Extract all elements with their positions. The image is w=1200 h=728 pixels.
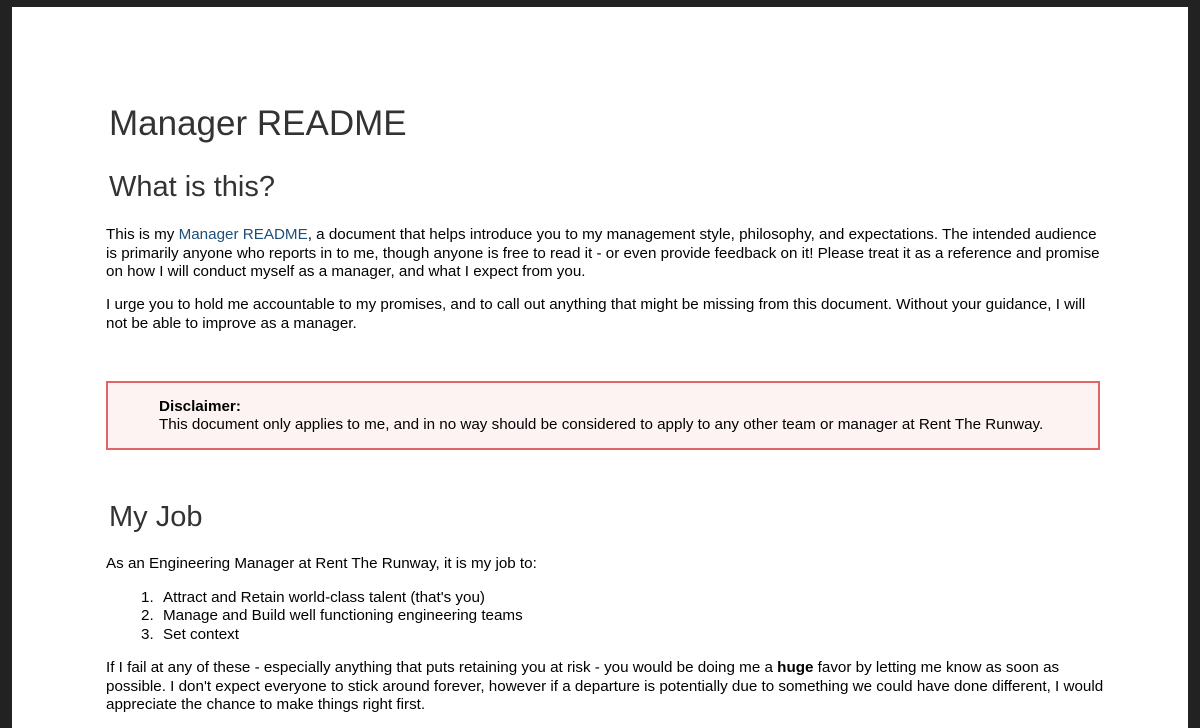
list-item-text: Attract and Retain world-class talent (that's you) <box>163 589 485 606</box>
list-item-number: 2. <box>141 607 154 625</box>
list-item-number: 1. <box>141 589 154 606</box>
accountability-paragraph: I urge you to hold me accountable to my promises, and to call out anything that might be missing from this document. Without your guidance, I will not be able to improve as a manager. <box>106 296 1086 332</box>
heading-my-job: My Job <box>109 501 203 533</box>
document-page <box>12 7 1188 728</box>
intro-text-start: This is my <box>106 226 179 243</box>
emphasis-huge: huge <box>777 659 814 676</box>
list-item-number: 3. <box>141 625 154 643</box>
list-item-text: Manage and Build well functioning engineering teams <box>163 607 523 625</box>
disclaimer-body: This document only applies to me, and in no way should be considered to apply to any other team or manager at Rent The Runway. <box>159 416 1044 433</box>
disclaimer-title: Disclaimer: <box>159 398 241 415</box>
intro-paragraph <box>106 226 1104 282</box>
closing-paragraph <box>106 659 1104 715</box>
closing-text-rest: favor by letting me know as soon as possible. I don't expect everyone to stick around forever, however if a departure is potentially due to something we could have done different, I would appreciate the chance to make things right first. <box>106 659 1104 713</box>
list-item <box>106 607 523 625</box>
list-item <box>106 626 523 644</box>
manager-readme-link[interactable]: Manager README <box>178 226 308 243</box>
intro-text-rest: , a document that helps introduce you to my management style, philosophy, and expectations. The intended audience is primarily anyone who reports in to me, though anyone is free to read it - or even provide feedback on it! Please treat it as a reference and promise on how I will conduct myself as a manager, and what I expect from you. <box>106 226 1100 280</box>
list-item <box>106 589 523 607</box>
disclaimer-box <box>106 381 1100 450</box>
heading-what-is-this: What is this? <box>109 171 275 203</box>
closing-text-start: If I fail at any of these - especially anything that puts retaining you at risk - you would be doing me a <box>106 659 778 676</box>
list-item-text: Set context <box>163 625 239 643</box>
document-title: Manager README <box>109 104 407 143</box>
job-list <box>106 589 523 644</box>
my-job-intro: As an Engineering Manager at Rent The Runway, it is my job to: <box>106 555 537 572</box>
